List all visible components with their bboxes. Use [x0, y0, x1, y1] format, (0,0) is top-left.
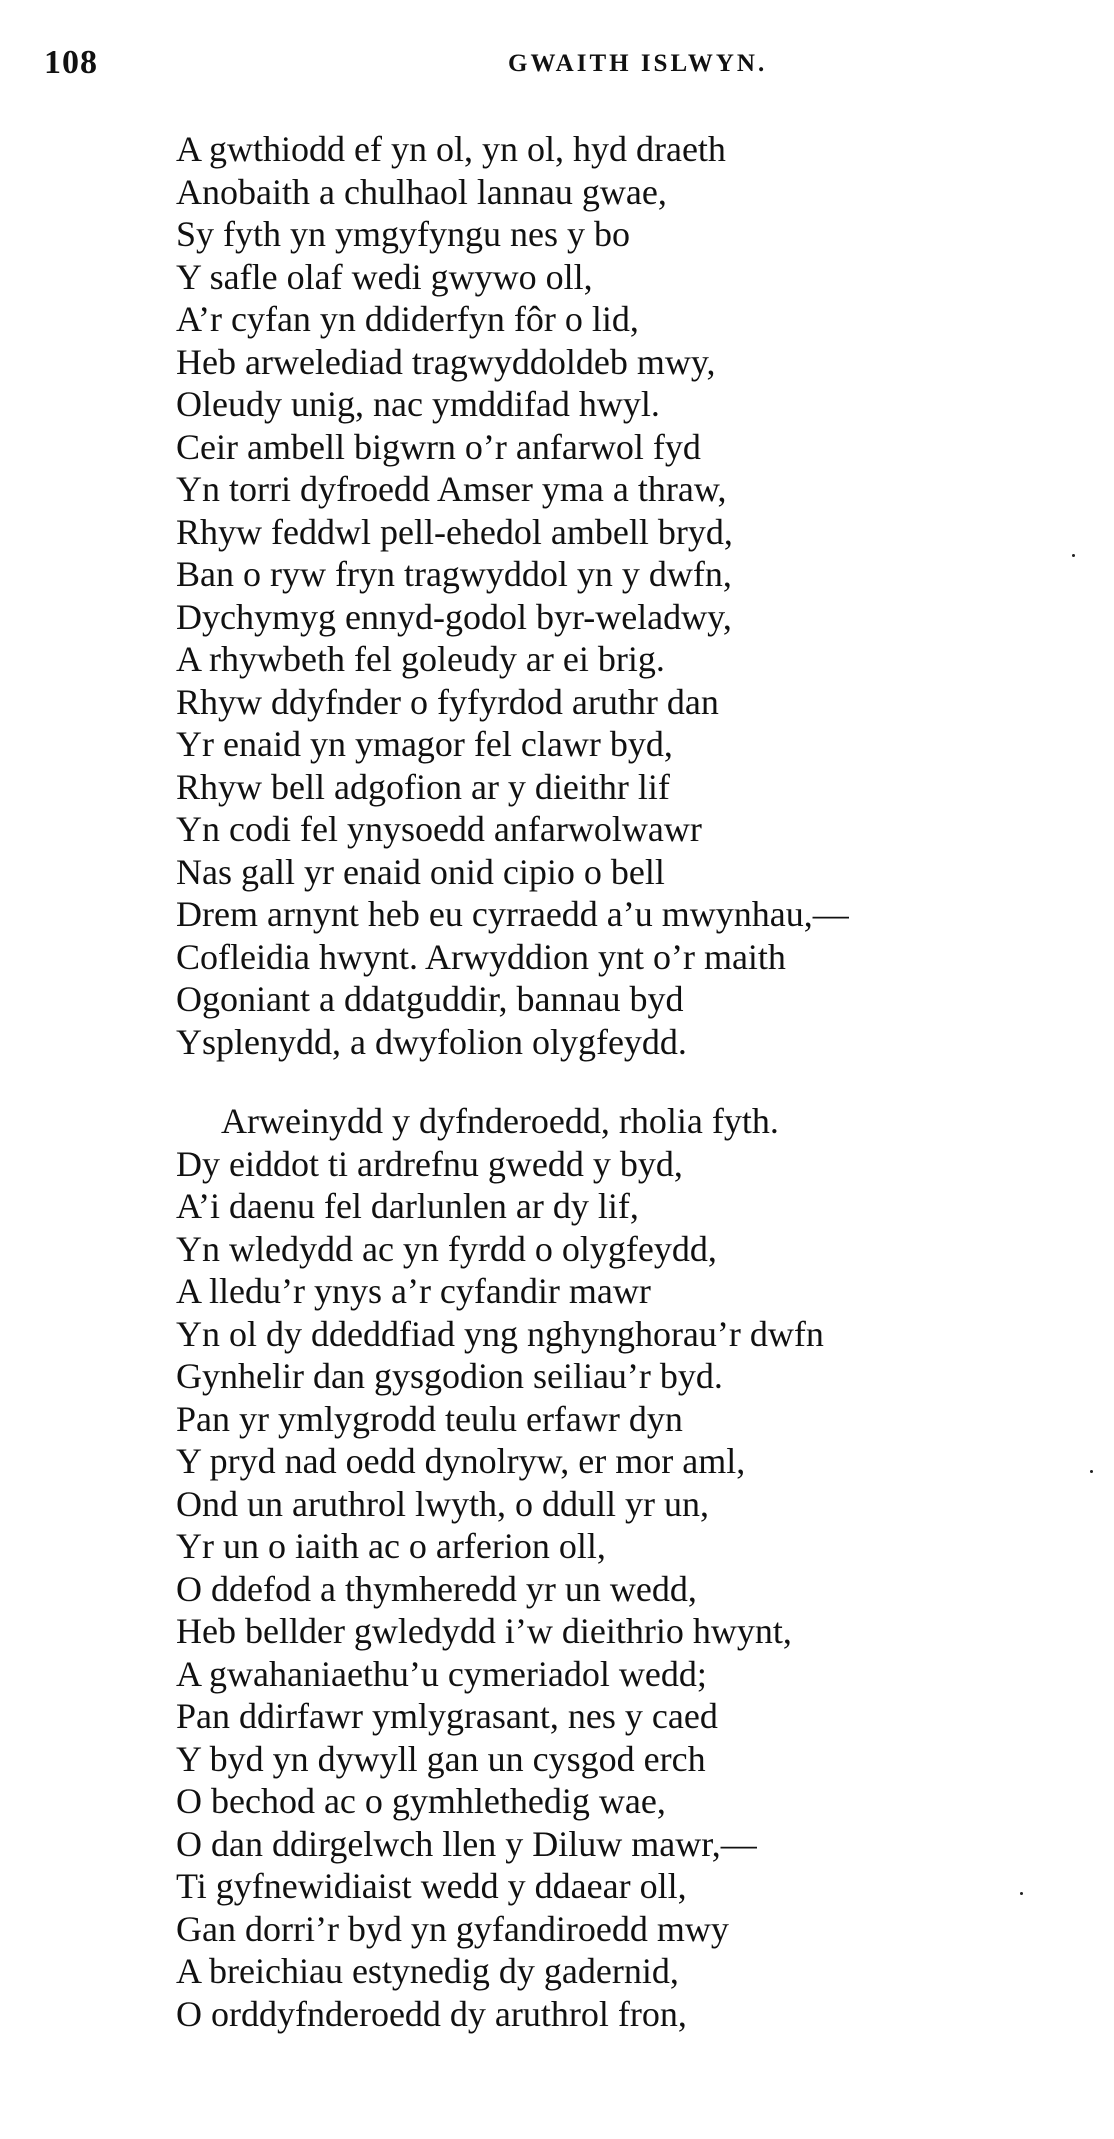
- poem-line: Dy eiddot ti ardrefnu gwedd y byd,: [176, 1143, 683, 1184]
- poem-line: Yr un o iaith ac o arferion oll,: [176, 1526, 606, 1566]
- poem-line: A rhywbeth fel goleudy ar ei brig.: [176, 639, 665, 679]
- poem-line: Ti gyfnewidiaist wedd y ddaear oll,: [176, 1866, 687, 1906]
- poem-line: Ysplenydd, a dwyfolion olygfeydd.: [176, 1021, 687, 1062]
- stanza-break: [176, 1063, 1076, 1100]
- poem-line: Pan ddirfawr ymlygrasant, nes y caed: [176, 1696, 718, 1736]
- poem-line: Rhyw feddwl pell-ehedol ambell bryd,: [176, 511, 733, 552]
- poem-line: A gwthiodd ef yn ol, yn ol, hyd draeth: [176, 129, 726, 169]
- poem-line: Dychymyg ennyd-godol byr-weladwy,: [176, 596, 732, 637]
- poem-line: Ban o ryw fryn tragwyddol yn y dwfn,: [176, 554, 732, 594]
- poem-line: Yn torri dyfroedd Amser yma a thraw,: [176, 469, 727, 509]
- stanza-1: [176, 128, 1076, 1063]
- poem-line: Gan dorri’r byd yn gyfandiroedd mwy: [176, 1908, 729, 1949]
- poem-line: Rhyw bell adgofion ar y dieithr lif: [176, 766, 670, 807]
- poem-line: Ogoniant a ddatguddir, bannau byd: [176, 979, 684, 1019]
- poem-line: Yn ol dy ddeddfiad yng nghynghorau’r dwfn: [176, 1313, 824, 1354]
- poem-line: Oleudy unig, nac ymddifad hwyl.: [176, 384, 660, 424]
- poem-line: A lledu’r ynys a’r cyfandir mawr: [176, 1271, 651, 1311]
- poem-line: A breichiau estynedig dy gadernid,: [176, 1951, 679, 1991]
- poem-line: Ceir ambell bigwrn o’r anfarwol fyd: [176, 426, 701, 467]
- poem-line: O dan ddirgelwch llen y Diluw mawr,—: [176, 1823, 757, 1864]
- poem-line: Heb bellder gwledydd i’w dieithrio hwynt,: [176, 1611, 792, 1651]
- stanza-2: [176, 1100, 1076, 2035]
- poem-line: Pan yr ymlygrodd teulu erfawr dyn: [176, 1398, 683, 1439]
- poem-text: [176, 128, 1076, 2035]
- page-header: [44, 44, 824, 84]
- poem-line: Y pryd nad oedd dynolryw, er mor aml,: [176, 1441, 746, 1481]
- poem-line: Sy fyth yn ymgyfyngu nes y bo: [176, 214, 630, 254]
- poem-line: O orddyfnderoedd dy aruthrol fron,: [176, 1993, 687, 2034]
- poem-line: Yn codi fel ynysoedd anfarwolwawr: [176, 809, 702, 849]
- poem-line: A’i daenu fel darlunlen ar dy lif,: [176, 1186, 639, 1226]
- page-number: 108: [44, 44, 98, 81]
- poem-line: Heb arweledіad tragwyddoldeb mwy,: [176, 341, 716, 382]
- poem-line: Anobaith a chulhaol lannau gwae,: [176, 171, 667, 212]
- poem-line: Rhyw ddyfnder o fyfyrdod aruthr dan: [176, 681, 719, 722]
- poem-line: A’r cyfan yn ddiderfyn fôr o lid,: [176, 299, 639, 339]
- print-speck: [1072, 554, 1075, 557]
- running-title: GWAITH ISLWYN.: [508, 50, 768, 77]
- poem-line: Ond un aruthrol lwyth, o ddull yr un,: [176, 1483, 709, 1524]
- poem-line: Y safle olaf wedi gwywo oll,: [176, 256, 593, 297]
- poem-line: O bechod ac o gymhlethedig wae,: [176, 1781, 666, 1821]
- poem-line: A gwahaniaethu’u cymeriadol wedd;: [176, 1653, 707, 1694]
- poem-line: Yr enaid yn ymagor fel clawr byd,: [176, 724, 673, 764]
- poem-line: Y byd yn dywyll gan un cysgod erch: [176, 1738, 706, 1779]
- print-speck: [1020, 1892, 1023, 1895]
- poem-line: Nas gall yr enaid onid cipio o bell: [176, 851, 665, 892]
- print-speck: [1090, 1470, 1093, 1473]
- poem-line: O ddefod a thymheredd yr un wedd,: [176, 1568, 697, 1609]
- poem-line: Yn wledydd ac yn fyrdd o olygfeydd,: [176, 1228, 717, 1269]
- poem-line: Gynhelir dan gysgodion seiliau’r byd.: [176, 1356, 723, 1396]
- poem-line: Arweinydd y dyfnderoedd, rholia fyth.: [221, 1101, 779, 1141]
- poem-line: Cofleidia hwynt. Arwyddion ynt o’r maith: [176, 936, 786, 977]
- poem-line: Drem arnynt heb eu cyrraedd a’u mwynhau,—: [176, 894, 849, 934]
